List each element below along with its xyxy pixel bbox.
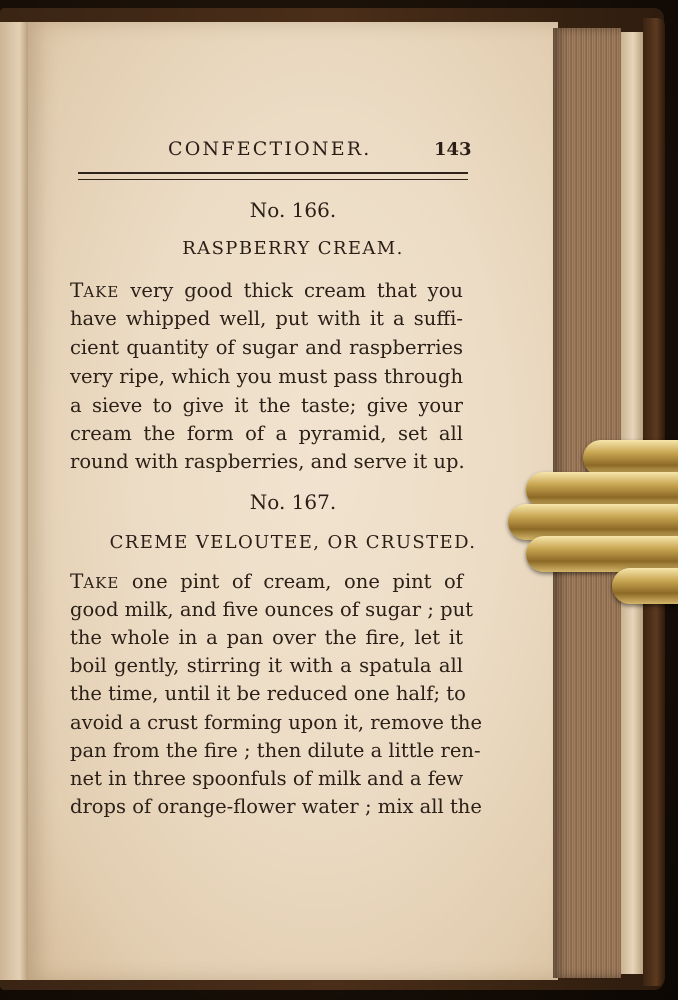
recipe-text-line: avoid a crust forming upon it, remove the xyxy=(70,711,483,734)
clip-finger xyxy=(583,440,678,476)
clip-finger xyxy=(526,536,678,572)
small-caps-word: AKE xyxy=(83,283,120,301)
clip-finger xyxy=(508,504,678,540)
clip-finger xyxy=(612,568,678,604)
running-head: CONFECTIONER. xyxy=(168,138,372,160)
recipe-text-line: TAKE one pint of cream, one pint of xyxy=(70,569,463,593)
recipe-text-line: boil gently, stirring it with a spatula all xyxy=(70,654,463,677)
page-number: 143 xyxy=(434,139,472,160)
recipe-text-line: the time, until it be reduced one half; to xyxy=(70,682,466,705)
recipe-text-line: the whole in a pan over the fire, let it xyxy=(70,626,463,649)
small-caps-word: AKE xyxy=(83,574,120,592)
recipe-text-line: round with raspberries, and serve it up. xyxy=(70,450,465,473)
recipe-title: RASPBERRY CREAM. xyxy=(182,238,404,259)
header-rule-thin xyxy=(78,179,468,180)
brass-page-clip xyxy=(508,438,678,608)
recipe-text-line: have whipped well, put with it a suffi- xyxy=(70,307,463,330)
recipe-text-line: TAKE very good thick cream that you xyxy=(70,278,463,302)
recipe-number: No. 167. xyxy=(249,490,337,514)
recipe-text-line: pan from the fire ; then dilute a little ren- xyxy=(70,739,481,762)
recipe-text-line: cream the form of a pyramid, set all xyxy=(70,422,463,445)
recipe-text-line: a sieve to give it the taste; give your xyxy=(70,394,463,417)
recipe-number: No. 166. xyxy=(249,198,337,222)
clip-finger xyxy=(526,472,678,508)
drop-initial: T xyxy=(70,569,84,593)
header-rule-thick xyxy=(78,172,468,174)
recipe-text-line: good milk, and five ounces of sugar ; put xyxy=(70,598,473,621)
recipe-text-line: very ripe, which you must pass through xyxy=(70,365,463,388)
left-page-edge xyxy=(0,22,29,980)
recipe-text-line: net in three spoonfuls of milk and a few xyxy=(70,767,464,790)
recipe-title: CREME VELOUTEE, OR CRUSTED. xyxy=(109,532,477,553)
recipe-text-line: cient quantity of sugar and raspberries xyxy=(70,336,463,359)
drop-initial: T xyxy=(70,278,84,302)
recipe-text-line: drops of orange-flower water ; mix all the xyxy=(70,795,482,818)
